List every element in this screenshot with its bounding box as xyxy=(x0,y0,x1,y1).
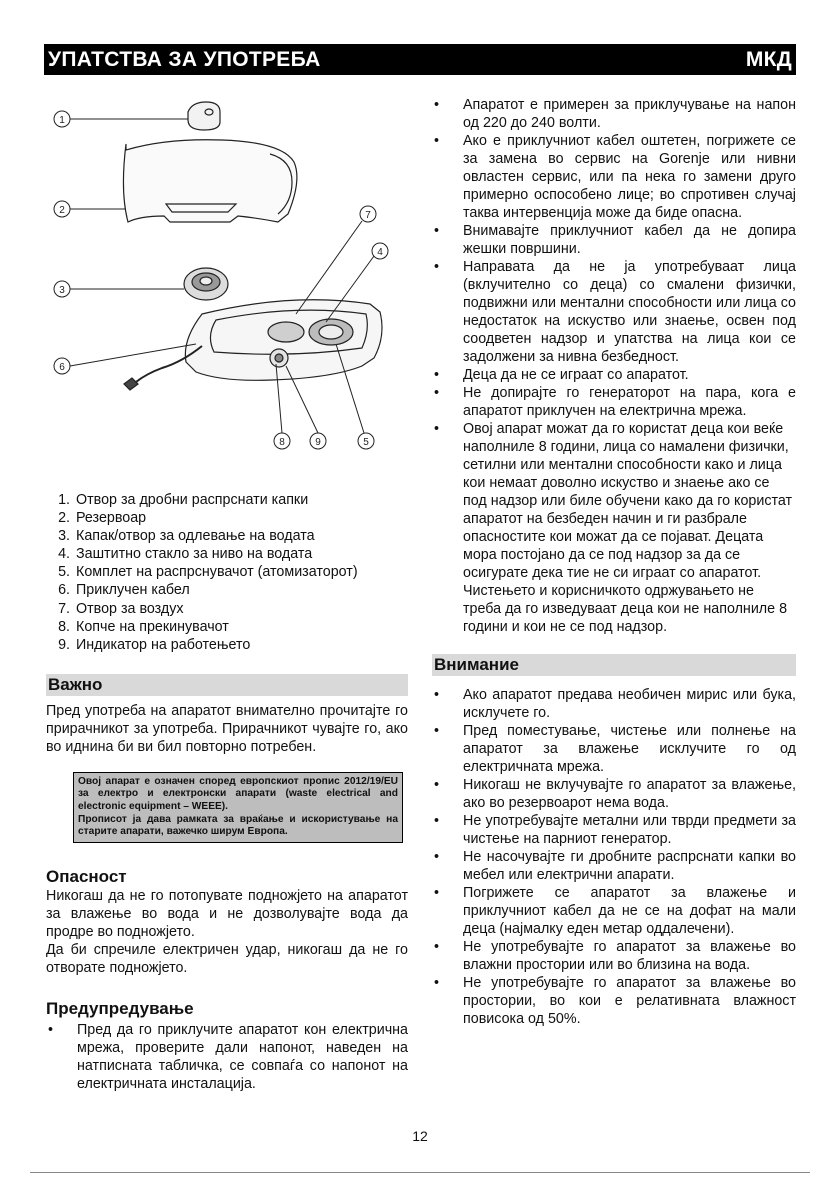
warning-list xyxy=(46,1021,408,1093)
list-item: 1. Отвор за дробни распрснати капки xyxy=(74,491,408,509)
list-item: • Пред поместување, чистење или полнење на апаратот за влажење исклучите го од електричната мрежа. xyxy=(434,723,796,775)
warning-heading: Предупредување xyxy=(46,998,194,1018)
list-item: • Никогаш не вклучувајте го апаратот за влажење, ако во резервоарот нема вода. xyxy=(434,777,796,811)
callout-label: 8 xyxy=(279,437,285,448)
left-column xyxy=(46,96,408,1093)
callout-label: 5 xyxy=(363,437,369,448)
callout-label: 7 xyxy=(365,210,371,221)
weee-notice xyxy=(73,772,403,843)
danger-text: Да би спречиле електричен удар, никогаш да не го отворате подножјето. xyxy=(46,941,408,976)
list-item: 2. Резервоар xyxy=(74,509,408,527)
list-item: • Ако апаратот предава необичен мирис или бука, исклучете го. xyxy=(434,687,796,721)
page-number: 12 xyxy=(412,1128,428,1144)
callout-label: 1 xyxy=(59,115,65,126)
list-item: • Внимавајте приклучниот кабел да не допира жешки површини. xyxy=(434,223,796,257)
header-lang: МКД xyxy=(745,47,792,71)
notice-text: Овој апарат е означен според европскиот пропис 2012/19/EU за електро и електронски апарати (waste electrical and electronic equipment – WEEE). xyxy=(78,775,398,813)
parts-list xyxy=(46,491,408,654)
humidifier-diagram xyxy=(46,96,408,456)
danger-text: Никогаш да не го потопувате подножјето на апаратот за влажење во вода и не дозволувајте вода да продре во подножјето. xyxy=(46,887,408,940)
safety-list xyxy=(432,96,796,636)
list-item: • Апаратот е примерен за приклучување на напон од 220 до 240 волти. xyxy=(434,97,796,131)
list-item: • Деца да не се играат со апаратот. xyxy=(434,367,689,383)
caution-heading: Внимание xyxy=(432,654,796,676)
list-item: 6. Приклучен кабел xyxy=(74,581,408,599)
list-item: • Пред да го приклучите апаратот кон електрична мрежа, проверите дали напонот, наведен на натписната табличка, се совпаѓа со напонот на електричната инсталација. xyxy=(48,1021,408,1092)
list-item: • Ако е приклучниот кабел оштетен, погрижете се за замена во сервис на Gorenje или нивни овластен сервис, или па нека го замени друго примерно оспособено лице; во спротивен случај таква интервенција може да биде опасна. xyxy=(434,133,796,221)
list-item: • Овој апарат можат да го користат деца кои веќе наполниле 8 години, лица со намалени физички, сетилни или ментални способности како и лица кои немаат доволно искуство и знаење ако се под надзор или биле обучени како да го користат апаратот на безбеден начин и ги разбрале опасностите кои можат да се појават. Децата мора постојано да се под надзор за да се осигурате дека тие не си играат со апаратот. Чистењето и корисничкото одржувањето не треба да го изведуваат деца кои не наполниле 8 години и кои не се под надзор. xyxy=(434,421,793,635)
list-item: 8. Копче на прекинувачот xyxy=(74,618,408,636)
list-item: • Не допирајте го генераторот на пара, кога е апаратот приклучен на електрична мрежа. xyxy=(434,385,796,419)
callout-label: 4 xyxy=(377,247,383,258)
page-header xyxy=(44,44,796,75)
list-item: • Погрижете се апаратот за влажење и приклучниот кабел да не се на дофат на мали деца (најмалку еден метар оддалечени). xyxy=(434,885,796,937)
list-item: • Не употребувајте го апаратот за влажење во влажни простории или во близина на вода. xyxy=(434,939,796,973)
footer-divider xyxy=(30,1172,810,1173)
list-item: • Не насочувајте ги дробните распрснати капки во мебел или електрични апарати. xyxy=(434,849,796,883)
header-title: УПАТСТВА ЗА УПОТРЕБА xyxy=(48,47,321,71)
list-item: 9. Индикатор на работењето xyxy=(74,636,408,654)
important-heading: Важно xyxy=(46,674,408,696)
list-item: 5. Комплет на распрснувачот (атомизаторот) xyxy=(74,563,408,581)
callout-label: 9 xyxy=(315,437,321,448)
list-item: 3. Капак/отвор за одлевање на водата xyxy=(74,527,408,545)
list-item: 7. Отвор за воздух xyxy=(74,600,408,618)
list-item: • Не употребувајте метални или тврди предмети за чистење на парниот генератор. xyxy=(434,813,796,847)
list-item: • Направата да не ја употребуваат лица (вклучително со деца) со смалени физички, подвижни или ментални способности или лица со недостаток на искуство или знаење, освен под соодветен надзор и упатства на лица кои се задолжени за нивна безбедност. xyxy=(434,259,796,365)
callout-label: 2 xyxy=(59,205,65,216)
notice-text: Прописот ја дава рамката за враќање и искористување на старите апарати, важечко ширум Европа. xyxy=(78,813,398,838)
callout-label: 6 xyxy=(59,362,65,373)
caution-list xyxy=(432,686,796,1028)
danger-heading: Опасност xyxy=(46,866,127,886)
list-item: • Не употребувајте го апаратот за влажење во простории, во кои е релативната влажност повисока од 50%. xyxy=(434,975,796,1027)
right-column xyxy=(432,96,796,1028)
list-item: 4. Заштитно стакло за ниво на водата xyxy=(74,545,408,563)
callout-label: 3 xyxy=(59,285,65,296)
important-text: Пред употреба на апаратот внимателно прочитајте го прирачникот за употреба. Прирачникот чувајте го, ако во иднина би ви бил повторно потребен. xyxy=(46,702,408,755)
